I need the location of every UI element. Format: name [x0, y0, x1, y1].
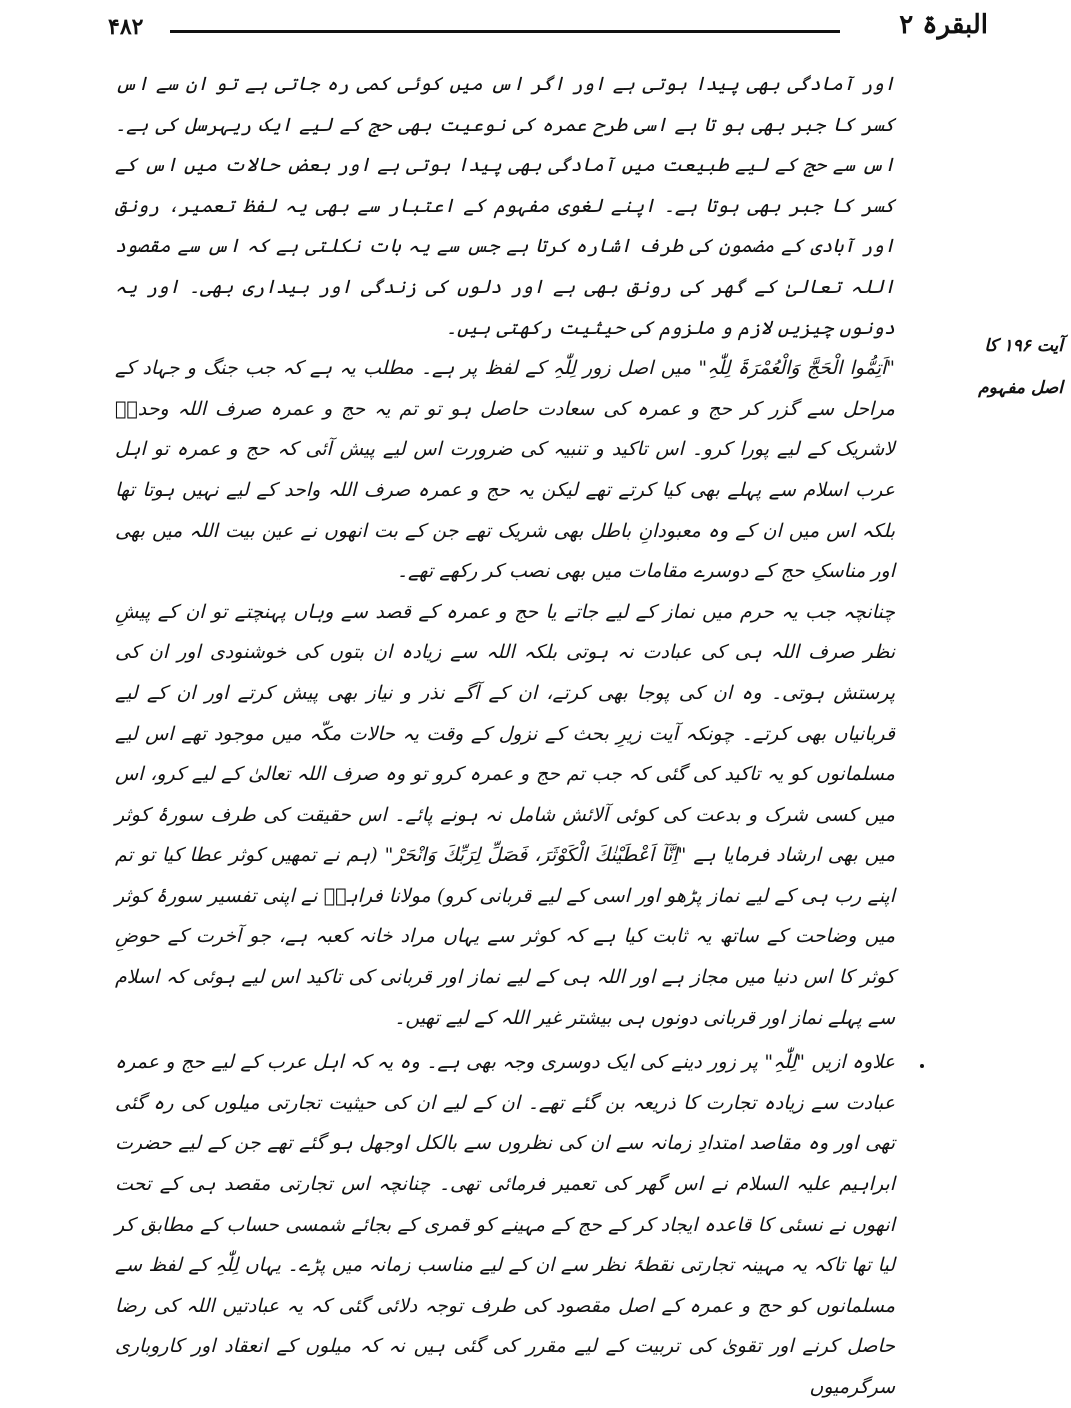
paragraph-2: "اَتِمُّوا الْحَجَّ وَالْعُمْرَۃَ لِلّٰہِ" میں اصل زور لِلّٰہِ کے لفظ پر ہے۔ مطلب یہ ہے کہ جب جنگ و جہاد کے مراحل سے گزر کر حج و عمرہ کی سعادت حاصل ہو تو تم یہ حج و عمرہ صرف اللہ وحدہٗ لاشریک کے لیے پورا کرو۔ اس تاکید و تنبیہ کی ضرورت اس لیے پیش آئی کہ حج و عمرہ تو اہل عرب اسلام سے پہلے بھی کیا کرتے تھے لیکن یہ حج و عمرہ صرف اللہ واحد کے لیے نہیں ہوتا تھا بلکہ اس میں ان کے وہ معبودانِ باطل بھی شریک تھے جن کے بت انھوں نے عین بیت اللہ میں بھی اور مناسکِ حج کے دوسرے مقامات میں بھی نصب کر رکھے تھے۔ — [115, 357, 895, 583]
margin-note-line-2: اصل مفہوم — [978, 378, 1063, 398]
paragraph-1: اور آمادگی بھی پیدا ہوتی ہے اور اگر اس میں کوئی کمی رہ جاتی ہے تو ان سے اس کسر کا جبر بھی ہو تا ہے اسی طرح عمرہ کی نوعیت بھی حج کے لیے ایک ریہرسل کی ہے۔ اس سے حج کے لیے طبیعت میں آمادگی بھی پیدا ہوتی ہے اور بعض حالات میں اس کے کسر کا جبر بھی ہوتا ہے۔ اپنے لغوی مفہوم کے اعتبار سے بھی یہ لفظ تعمیر، رونق اور آبادی کے مضمون کی طرف اشارہ کرتا ہے جس سے یہ بات نکلتی ہے کہ اس سے مقصود اللہ تعالیٰ کے گھر کی رونق بھی ہے اور دلوں کی زندگی اور بیداری بھی۔ اور یہ دونوں چیزیں لازم و ملزوم کی حیثیت رکھتی ہیں۔ — [115, 73, 895, 339]
page-body — [115, 64, 895, 1408]
header-rule — [170, 30, 840, 33]
margin-note — [913, 325, 1063, 409]
margin-dot — [920, 1064, 924, 1068]
page-header — [108, 8, 988, 48]
paragraph-4: علاوہ ازیں "لِلّٰہِ" پر زور دینے کی ایک دوسری وجہ بھی ہے۔ وہ یہ کہ اہل عرب کے لیے حج و عمرہ عبادت سے زیادہ تجارت کا ذریعہ بن گئے تھے۔ ان کے لیے ان کی حیثیت تجارتی میلوں کی رہ گئی تھی اور وہ مقاصد امتدادِ زمانہ سے ان کی نظروں سے بالکل اوجھل ہو گئے تھے جن کے لیے حضرت ابراہیم علیہ السلام نے اس گھر کی تعمیر فرمائی تھی۔ چنانچہ اس تجارتی مقصد ہی کے تحت انھوں نے نسئی کا قاعدہ ایجاد کر کے حج کے مہینے کو قمری کے بجائے شمسی حساب کے مطابق کر لیا تھا تاکہ یہ مہینہ تجارتی نقطۂ نظر سے ان کے لیے مناسب زمانہ میں پڑے۔ یہاں لِلّٰہِ کے لفظ سے مسلمانوں کو حج و عمرہ کے اصل مقصود کی طرف توجہ دلائی گئی کہ یہ عبادتیں اللہ کی رضا حاصل کرنے اور تقویٰ کی تربیت کے لیے مقرر کی گئی ہیں نہ کہ میلوں کے انعقاد اور کاروباری سرگرمیوں — [115, 1051, 895, 1398]
surah-title: البقرۃ ۲ — [899, 10, 988, 40]
margin-note-line-1: آیت ۱۹۶ کا — [984, 336, 1063, 356]
paragraph-3: چنانچہ جب یہ حرم میں نماز کے لیے جاتے یا حج و عمرہ کے قصد سے وہاں پہنچتے تو ان کے پیشِ نظر صرف اللہ ہی کی عبادت نہ ہوتی بلکہ اللہ سے زیادہ ان بتوں کی خوشنودی اور ان کی پرستش ہوتی۔ وہ ان کی پوجا بھی کرتے، ان کے آگے نذر و نیاز بھی پیش کرتے اور ان کے لیے قربانیاں بھی کرتے۔ چونکہ آیت زیرِ بحث کے نزول کے وقت یہ حالات مکّہ میں موجود تھے اس لیے مسلمانوں کو یہ تاکید کی گئی کہ جب تم حج و عمرہ کرو تو وہ صرف اللہ تعالیٰ کے لیے کرو، اس میں کسی شرک و بدعت کی کوئی آلائش شامل نہ ہونے پائے۔ اس حقیقت کی طرف سورۂ کوثر میں بھی ارشاد فرمایا ہے "اِنَّآ اَعْطَيْنٰكَ الْكَوْثَرَ، فَصَلِّ لِرَبِّكَ وَانْحَرْ" (ہم نے تمھیں کوثر عطا کیا تو تم اپنے رب ہی کے لیے نماز پڑھو اور اسی کے لیے قربانی کرو) مولانا فراہیؒ نے اپنی تفسیر سورۂ کوثر میں وضاحت کے ساتھ یہ ثابت کیا ہے کہ کوثر سے یہاں مراد خانہ کعبہ ہے، جو آخرت کے حوضِ کوثر کا اس دنیا میں مجاز ہے اور اللہ ہی کے لیے نماز اور قربانی کی تاکید اس لیے ہوئی کہ اسلام سے پہلے نماز اور قربانی دونوں ہی بیشتر غیر اللہ کے لیے تھیں۔ — [115, 600, 895, 1029]
page-number: ۴۸۲ — [108, 14, 144, 40]
